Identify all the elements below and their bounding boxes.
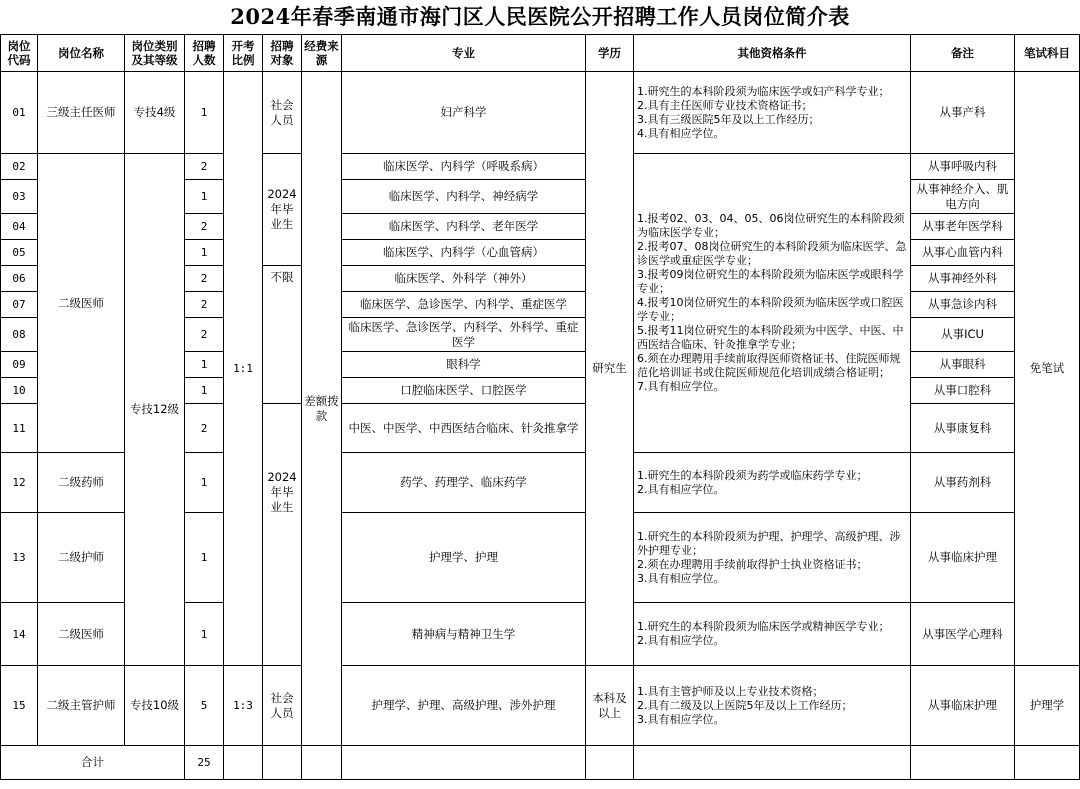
recruit-count: 2: [185, 154, 224, 180]
header-row: [1, 35, 1080, 72]
conditions: [634, 154, 911, 453]
position-name: 二级护师: [38, 513, 125, 603]
header-funding: 经费来源: [302, 35, 342, 72]
header-education: 学历: [586, 35, 634, 72]
major: 临床医学、内科学、神经病学: [342, 180, 586, 214]
position-category: 专技4级: [125, 72, 185, 154]
condition-line: 1.报考02、03、04、05、06岗位研究生的本科阶段须为临床医学专业；: [637, 212, 905, 239]
header-target: 招聘对象: [263, 35, 302, 72]
recruit-count: 1: [185, 180, 224, 214]
empty-cell: [586, 746, 634, 780]
position-code: 13: [1, 513, 38, 603]
position-category: 专技10级: [125, 666, 185, 746]
header-exam: 笔试科目: [1015, 35, 1080, 72]
header-count: 招聘人数: [185, 35, 224, 72]
recruit-count: 1: [185, 513, 224, 603]
header-conditions: 其他资格条件: [634, 35, 911, 72]
remark: 从事ICU: [911, 318, 1015, 352]
condition-line: 4.具有相应学位。: [637, 126, 725, 140]
recruit-count: 2: [185, 404, 224, 453]
exam-ratio: 1:1: [224, 72, 263, 666]
major: 临床医学、内科学（心血管病）: [342, 240, 586, 266]
major: 护理学、护理: [342, 513, 586, 603]
condition-line: 2.具有相应学位。: [637, 634, 725, 647]
conditions: [634, 513, 911, 603]
position-code: 04: [1, 214, 38, 240]
table-row: [1, 666, 1080, 746]
empty-cell: [342, 746, 586, 780]
recruit-count: 1: [185, 603, 224, 666]
position-name: 二级药师: [38, 453, 125, 513]
position-code: 08: [1, 318, 38, 352]
condition-line: 3.具有相应学位。: [637, 571, 725, 585]
position-code: 03: [1, 180, 38, 214]
empty-cell: [634, 746, 911, 780]
empty-cell: [302, 746, 342, 780]
condition-line: 1.研究生的本科阶段须为临床医学或妇产科学专业；: [637, 84, 890, 98]
recruit-count: 2: [185, 318, 224, 352]
empty-cell: [263, 746, 302, 780]
table-row: [1, 154, 1080, 180]
major: 药学、药理学、临床药学: [342, 453, 586, 513]
position-code: 14: [1, 603, 38, 666]
recruit-target: 2024年毕业生: [263, 404, 302, 666]
header-code: 岗位代码: [1, 35, 38, 72]
remark: 从事神经介入、肌电方向: [911, 180, 1015, 214]
recruit-count: 2: [185, 292, 224, 318]
position-code: 07: [1, 292, 38, 318]
education: 研究生: [586, 72, 634, 666]
condition-line: 2.具有相应学位。: [637, 482, 725, 496]
conditions: [634, 72, 911, 154]
position-name: 三级主任医师: [38, 72, 125, 154]
position-code: 01: [1, 72, 38, 154]
remark: 从事呼吸内科: [911, 154, 1015, 180]
position-name: 二级主管护师: [38, 666, 125, 746]
recruit-count: 5: [185, 666, 224, 746]
remark: 从事老年医学科: [911, 214, 1015, 240]
recruit-count: 1: [185, 72, 224, 154]
major: 妇产科学: [342, 72, 586, 154]
condition-line: 3.具有三级医院5年及以上工作经历；: [637, 112, 820, 126]
recruit-count: 1: [185, 240, 224, 266]
position-code: 15: [1, 666, 38, 746]
education: 本科及以上: [586, 666, 634, 746]
remark: 从事急诊内科: [911, 292, 1015, 318]
written-exam: 护理学: [1015, 666, 1080, 746]
position-name: 二级医师: [38, 154, 125, 453]
condition-line: 5.报考11岗位研究生的本科阶段须为中医学、中医、中西医结合临床、针灸推拿学专业；: [637, 324, 904, 351]
header-remarks: 备注: [911, 35, 1015, 72]
total-row: [1, 746, 1080, 780]
recruit-count: 1: [185, 453, 224, 513]
condition-line: 2.具有二级及以上医院5年及以上工作经历；: [637, 698, 853, 712]
position-code: 02: [1, 154, 38, 180]
condition-line: 1.研究生的本科阶段须为临床医学或精神医学专业；: [637, 620, 890, 633]
recruit-count: 2: [185, 266, 224, 292]
major: 护理学、护理、高级护理、涉外护理: [342, 666, 586, 746]
condition-line: 1.研究生的本科阶段须为药学或临床药学专业；: [637, 468, 868, 482]
position-code: 11: [1, 404, 38, 453]
table-row: [1, 72, 1080, 154]
position-code: 12: [1, 453, 38, 513]
recruit-count: 2: [185, 214, 224, 240]
major: 临床医学、外科学（神外）: [342, 266, 586, 292]
exam-ratio: 1:3: [224, 666, 263, 746]
condition-line: 4.报考10岗位研究生的本科阶段须为临床医学或口腔医学专业；: [637, 296, 904, 323]
remark: 从事医学心理科: [911, 603, 1015, 666]
written-exam: 免笔试: [1015, 72, 1080, 666]
empty-cell: [224, 746, 263, 780]
major: 临床医学、急诊医学、内科学、重症医学: [342, 292, 586, 318]
major: 中医、中医学、中西医结合临床、针灸推拿学: [342, 404, 586, 453]
position-code: 10: [1, 378, 38, 404]
condition-line: 7.具有相应学位。: [637, 380, 725, 393]
remark: 从事临床护理: [911, 513, 1015, 603]
header-name: 岗位名称: [38, 35, 125, 72]
conditions: [634, 603, 911, 666]
major: 眼科学: [342, 352, 586, 378]
total-label: 合计: [1, 746, 185, 780]
condition-line: 3.报考09岗位研究生的本科阶段须为临床医学或眼科学专业；: [637, 268, 904, 295]
major: 精神病与精神卫生学: [342, 603, 586, 666]
condition-line: 2.具有主任医师专业技术资格证书；: [637, 98, 813, 112]
recruit-target: 社会人员: [263, 72, 302, 154]
condition-line: 3.具有相应学位。: [637, 712, 725, 726]
condition-line: 6.须在办理聘用手续前取得医师资格证书、住院医师规范化培训证书或住院医师规范化培训成绩合格证明；: [637, 352, 901, 379]
condition-line: 2.报考07、08岗位研究生的本科阶段须为临床医学、急诊医学或重症医学专业；: [637, 240, 907, 267]
major: 临床医学、内科学（呼吸系病）: [342, 154, 586, 180]
condition-line: 2.须在办理聘用手续前取得护士执业资格证书；: [637, 557, 868, 571]
remark: 从事药剂科: [911, 453, 1015, 513]
major: 临床医学、内科学、老年医学: [342, 214, 586, 240]
remark: 从事眼科: [911, 352, 1015, 378]
recruit-count: 1: [185, 378, 224, 404]
position-code: 09: [1, 352, 38, 378]
remark: 从事临床护理: [911, 666, 1015, 746]
conditions: [634, 453, 911, 513]
condition-line: 1.具有主管护师及以上专业技术资格；: [637, 684, 824, 698]
position-name: 二级医师: [38, 603, 125, 666]
header-ratio: 开考比例: [224, 35, 263, 72]
remark: 从事康复科: [911, 404, 1015, 453]
position-category: 专技12级: [125, 154, 185, 666]
empty-cell: [911, 746, 1015, 780]
position-table: [0, 34, 1080, 780]
remark: 从事口腔科: [911, 378, 1015, 404]
position-code: 05: [1, 240, 38, 266]
major: 临床医学、急诊医学、内科学、外科学、重症医学: [342, 318, 586, 352]
recruit-target: 不限: [263, 266, 302, 404]
document-title: 2024年春季南通市海门区人民医院公开招聘工作人员岗位简介表: [230, 4, 850, 29]
funding-source: 差额拨款: [302, 72, 342, 746]
recruit-target: 2024年毕业生: [263, 154, 302, 266]
remark: 从事产科: [911, 72, 1015, 154]
conditions: [634, 666, 911, 746]
header-major: 专业: [342, 35, 586, 72]
recruit-target: 社会人员: [263, 666, 302, 746]
empty-cell: [1015, 746, 1080, 780]
remark: 从事心血管内科: [911, 240, 1015, 266]
header-category: 岗位类别及其等级: [125, 35, 185, 72]
remark: 从事神经外科: [911, 266, 1015, 292]
position-code: 06: [1, 266, 38, 292]
recruit-count: 1: [185, 352, 224, 378]
condition-line: 1.研究生的本科阶段须为护理、护理学、高级护理、涉外护理专业；: [637, 529, 901, 557]
total-count: 25: [185, 746, 224, 780]
major: 口腔临床医学、口腔医学: [342, 378, 586, 404]
